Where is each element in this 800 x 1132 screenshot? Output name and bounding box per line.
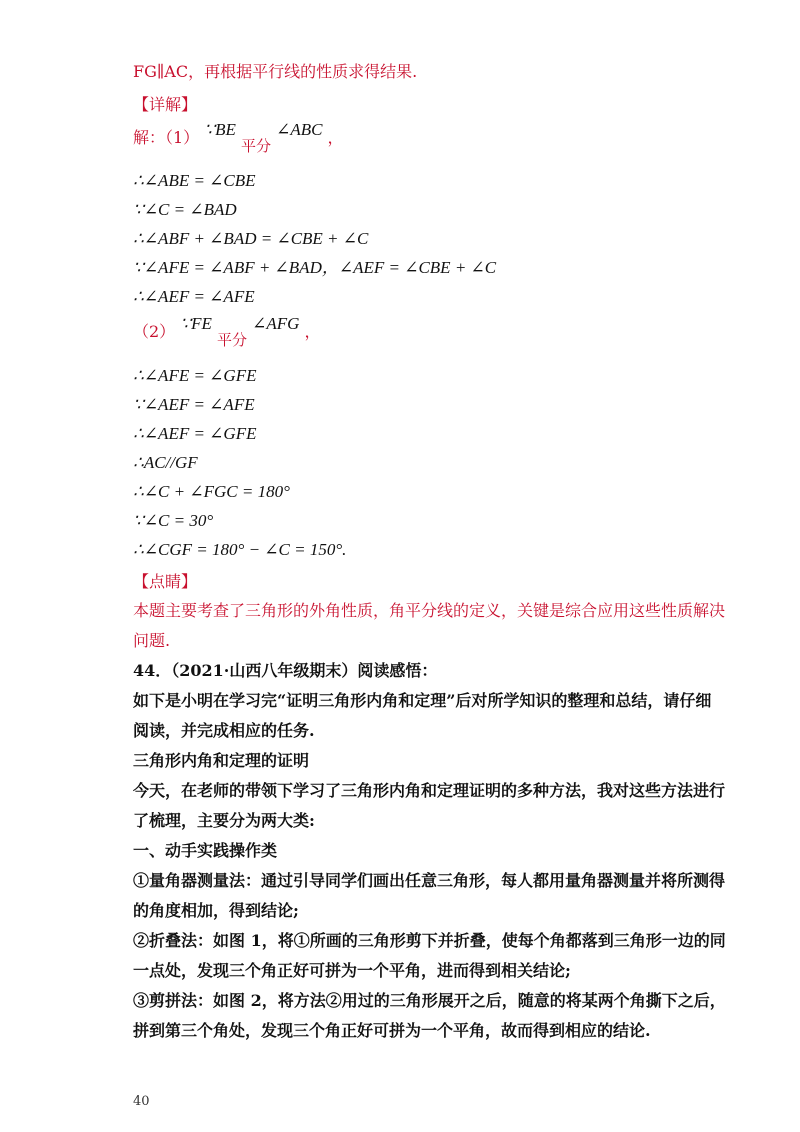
q44-para-3: 三角形内角和定理的证明 bbox=[133, 751, 310, 770]
q44-para-7: ①量角器测量法：通过引导同学们画出任意三角形，每人都用量角器测量并将所测得 bbox=[133, 871, 726, 890]
part1-given-end: ， bbox=[327, 128, 344, 147]
step2-5: ∴∠C + ∠FGC = 180° bbox=[133, 482, 290, 501]
q44-para-8: 的角度相加，得到结论; bbox=[133, 901, 299, 920]
part2-given bbox=[133, 314, 321, 349]
q44-para-9: ②折叠法：如图 1，将①所画的三角形剪下并折叠，使每个角都落到三角形一边的同 bbox=[133, 931, 726, 950]
step1-2: ∵∠C = ∠BAD bbox=[133, 200, 237, 219]
step1-3: ∴∠ABF + ∠BAD = ∠CBE + ∠C bbox=[133, 229, 369, 248]
part2-given-a: ∵FE bbox=[180, 314, 212, 333]
q44-para-2: 阅读，并完成相应的任务. bbox=[133, 721, 315, 740]
part1-prefix: 解：（1） bbox=[133, 128, 200, 147]
step2-1: ∴∠AFE = ∠GFE bbox=[133, 366, 257, 385]
page-number: 40 bbox=[133, 1094, 150, 1109]
q44-para-11: ③剪拼法：如图 2，将方法②用过的三角形展开之后，随意的将某两个角撕下之后， bbox=[133, 991, 726, 1010]
part1-given-b: ∠ABC bbox=[276, 120, 323, 139]
part2-prefix: （2） bbox=[133, 322, 176, 341]
comment-heading: 【点睛】 bbox=[133, 572, 198, 591]
part2-given-end: ， bbox=[304, 322, 321, 341]
q44-para-4: 今天，在老师的带领下学习了三角形内角和定理证明的多种方法，我对这些方法进行 bbox=[133, 781, 726, 800]
part1-given-a: ∵BE bbox=[204, 120, 236, 139]
step2-4: ∴AC//GF bbox=[133, 453, 198, 472]
detail-heading: 【详解】 bbox=[133, 95, 198, 114]
step2-7: ∴∠CGF = 180° − ∠C = 150°. bbox=[133, 540, 347, 559]
part2-given-verb: 平分 bbox=[216, 331, 247, 349]
q44-para-10: 一点处，发现三个角正好可拼为一个平角，进而得到相关结论; bbox=[133, 961, 571, 980]
step2-3: ∴∠AEF = ∠GFE bbox=[133, 424, 257, 443]
comment-line-2: 问题. bbox=[133, 631, 171, 650]
part1-given-verb: 平分 bbox=[240, 137, 271, 155]
q44-para-5: 了梳理，主要分为两大类: bbox=[133, 811, 315, 830]
step2-6: ∵∠C = 30° bbox=[133, 511, 214, 530]
part1-given bbox=[133, 120, 344, 155]
q44-para-12: 拼到第三个角处，发现三个角正好可拼为一个平角，故而得到相应的结论. bbox=[133, 1021, 651, 1040]
step2-2: ∵∠AEF = ∠AFE bbox=[133, 395, 255, 414]
q44-para-1: 如下是小明在学习完“证明三角形内角和定理”后对所学知识的整理和总结，请仔细 bbox=[133, 691, 712, 710]
q44-title: 44．（2021·山西八年级期末）阅读感悟： bbox=[133, 661, 438, 680]
step1-1: ∴∠ABE = ∠CBE bbox=[133, 171, 256, 190]
q44-para-6: 一、动手实践操作类 bbox=[133, 841, 278, 860]
step1-5: ∴∠AEF = ∠AFE bbox=[133, 287, 255, 306]
comment-line-1: 本题主要考查了三角形的外角性质，角平分线的定义，关键是综合应用这些性质解决 bbox=[133, 601, 726, 620]
part2-given-b: ∠AFG bbox=[252, 314, 300, 333]
analysis-tail: FG∥AC，再根据平行线的性质求得结果. bbox=[133, 62, 418, 81]
step1-4: ∵∠AFE = ∠ABF + ∠BAD，∠AEF = ∠CBE + ∠C bbox=[133, 258, 497, 277]
